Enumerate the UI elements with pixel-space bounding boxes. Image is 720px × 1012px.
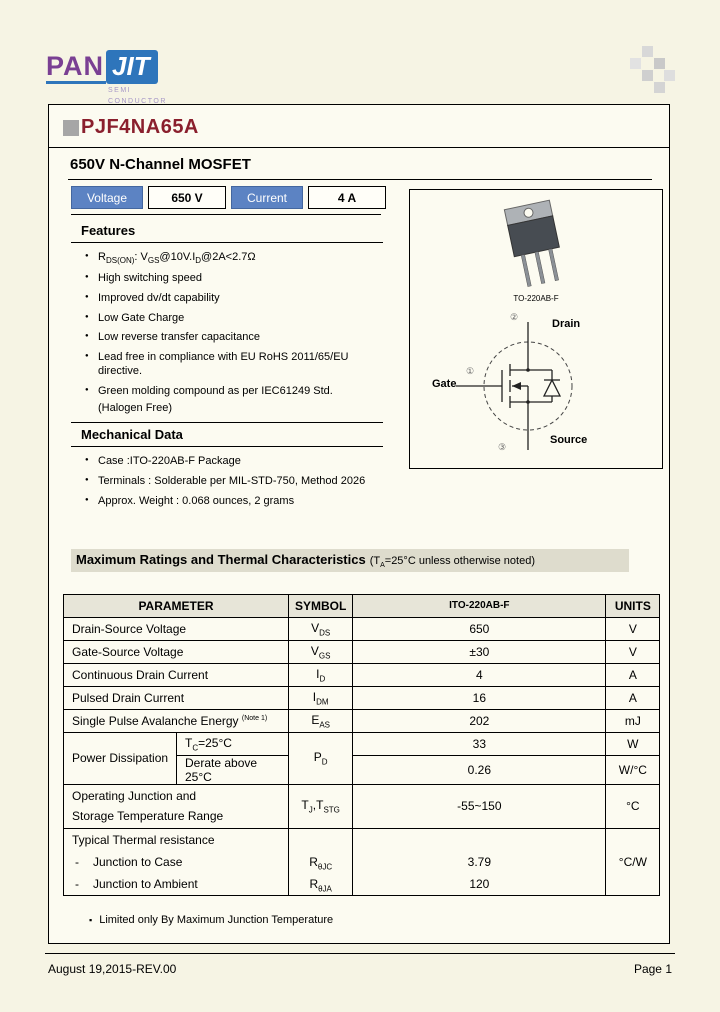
param-cell: Typical Thermal resistance - Junction to Case - Junction to Ambient xyxy=(64,828,289,895)
feature-item: ● Improved dv/dt capability xyxy=(85,292,383,306)
ratings-title: Maximum Ratings and Thermal Characteristics xyxy=(76,551,366,567)
header-units: UNITS xyxy=(606,594,660,617)
features-heading: Features xyxy=(71,219,383,243)
mechanical-list xyxy=(71,455,383,508)
voltage-badge-label: Voltage xyxy=(71,186,143,209)
table-row xyxy=(64,617,660,640)
divider xyxy=(71,214,381,215)
voltage-badge-value: 650 V xyxy=(148,186,226,209)
page-subtitle: 650V N-Channel MOSFET xyxy=(70,156,251,173)
param-cell: Gate-Source Voltage xyxy=(64,640,289,663)
feature-item: ● Green molding compound as per IEC61249 Std. xyxy=(85,385,383,399)
title-row xyxy=(49,105,669,148)
symbol-cell: $T_J,T_{STG}$ xyxy=(289,784,353,828)
param-cell: Single Pulse Avalanche Energy $^{(Note 1)}$ xyxy=(64,709,289,732)
feature-item: ● Lead free in compliance with EU RoHS 2011/65/EU directive. xyxy=(85,351,383,379)
unit-cell: V xyxy=(606,640,660,663)
param-cell: Operating Junction and Storage Temperature Range xyxy=(64,784,289,828)
mechanical-item: ● Terminals : Solderable per MIL-STD-750, Method 2026 xyxy=(85,475,383,489)
symbol-cell: $P_D$ xyxy=(289,732,353,784)
ratings-heading xyxy=(71,549,629,572)
unit-cell: A xyxy=(606,663,660,686)
condition-cell: $T_C=25^\circ C$ xyxy=(177,732,289,755)
panjit-logo xyxy=(46,50,167,107)
logo-conductor: CONDUCTOR xyxy=(108,97,167,105)
symbol-cell: $V_{GS}$ xyxy=(289,640,353,663)
table-row xyxy=(64,828,660,895)
param-cell: Pulsed Drain Current xyxy=(64,686,289,709)
value-cell: 4 xyxy=(353,663,606,686)
gate-label: Gate xyxy=(432,378,457,390)
logo-pan-text: PAN xyxy=(46,53,106,84)
symbol-cell: $I_{DM}$ xyxy=(289,686,353,709)
unit-cell: mJ xyxy=(606,709,660,732)
unit-cell: °C/W xyxy=(606,828,660,895)
feature-item: ● Low Gate Charge xyxy=(85,312,383,326)
table-row xyxy=(64,709,660,732)
header-package: ITO-220AB-F xyxy=(353,594,606,617)
drain-label: Drain xyxy=(552,318,581,330)
pin1-marker: ① xyxy=(466,366,475,376)
table-header-row xyxy=(64,594,660,617)
unit-cell: W xyxy=(606,732,660,755)
to220-package-image xyxy=(476,198,596,303)
symbol-cell: $V_{DS}$ xyxy=(289,617,353,640)
table-row xyxy=(64,640,660,663)
value-cell: ±30 xyxy=(353,640,606,663)
table-row xyxy=(64,784,660,828)
current-badge-label: Current xyxy=(231,186,303,209)
table-row xyxy=(64,732,660,755)
revision-date: August 19,2015-REV.00 xyxy=(48,962,177,976)
pin3-marker: ③ xyxy=(498,442,507,452)
datasheet-body xyxy=(48,104,670,944)
param-cell: Continuous Drain Current xyxy=(64,663,289,686)
symbol-cell: $I_D$ xyxy=(289,663,353,686)
feature-item: ● $R_{DS(ON)}$: $V_{GS}@10V.I_D@2A<2.7\Omega$ xyxy=(85,251,383,266)
ratings-condition: ($T_A=25^\circ C$ unless otherwise noted) xyxy=(369,554,536,569)
value-cell: 650 xyxy=(353,617,606,640)
condition-cell: Derate above 25°C xyxy=(177,755,289,784)
unit-cell: V xyxy=(606,617,660,640)
header-parameter: PARAMETER xyxy=(64,594,289,617)
symbol-cell: $E_{AS}$ xyxy=(289,709,353,732)
mechanical-item: ● Approx. Weight : 0.068 ounces, 2 grams xyxy=(85,495,383,509)
title-square-icon xyxy=(63,120,79,136)
footer-divider xyxy=(45,953,675,954)
unit-cell: A xyxy=(606,686,660,709)
footnote-text: Limited only By Maximum Junction Temperature xyxy=(99,913,334,926)
logo-semi: SEMI xyxy=(108,87,132,94)
logo-jit-text: JIT xyxy=(106,50,158,84)
left-column xyxy=(71,219,383,509)
value-cell: 33 xyxy=(353,732,606,755)
features-list xyxy=(71,251,383,398)
value-cell: -55~150 xyxy=(353,784,606,828)
mosfet-symbol xyxy=(428,308,642,465)
note-bullet-icon: ▪ xyxy=(89,914,93,925)
value-cell: 202 xyxy=(353,709,606,732)
subtitle-wrap xyxy=(68,156,652,180)
mechanical-heading: Mechanical Data xyxy=(71,422,383,447)
table-row xyxy=(64,663,660,686)
halogen-free-note: (Halogen Free) xyxy=(98,402,172,415)
ratings-table xyxy=(63,594,660,896)
part-number: PJF4NA65A xyxy=(81,116,199,138)
param-cell: Power Dissipation xyxy=(64,732,177,784)
footnote xyxy=(89,914,669,926)
unit-cell: °C xyxy=(606,784,660,828)
feature-item: ● Low reverse transfer capacitance xyxy=(85,331,383,345)
symbol-cell: $R_{\theta JC}$ $R_{\theta JA}$ xyxy=(289,828,353,895)
table-row xyxy=(64,686,660,709)
value-cell: 0.26 xyxy=(353,755,606,784)
pin2-marker: ② xyxy=(510,312,519,322)
value-cell: 16 xyxy=(353,686,606,709)
header-symbol: SYMBOL xyxy=(289,594,353,617)
param-cell: Drain-Source Voltage xyxy=(64,617,289,640)
note-reference: (Note 1) xyxy=(241,714,268,722)
value-cell: 3.79 120 xyxy=(353,828,606,895)
source-label: Source xyxy=(550,434,588,446)
current-badge-value: 4 A xyxy=(308,186,386,209)
package-diagram-box xyxy=(409,189,663,469)
mechanical-item: ● Case :ITO-220AB-F Package xyxy=(85,455,383,469)
page-number: Page 1 xyxy=(633,962,672,976)
feature-item: ● High switching speed xyxy=(85,272,383,286)
checker-decoration-icon xyxy=(630,46,676,99)
package-caption: TO-220AB-F xyxy=(513,294,559,303)
unit-cell: W/°C xyxy=(606,755,660,784)
